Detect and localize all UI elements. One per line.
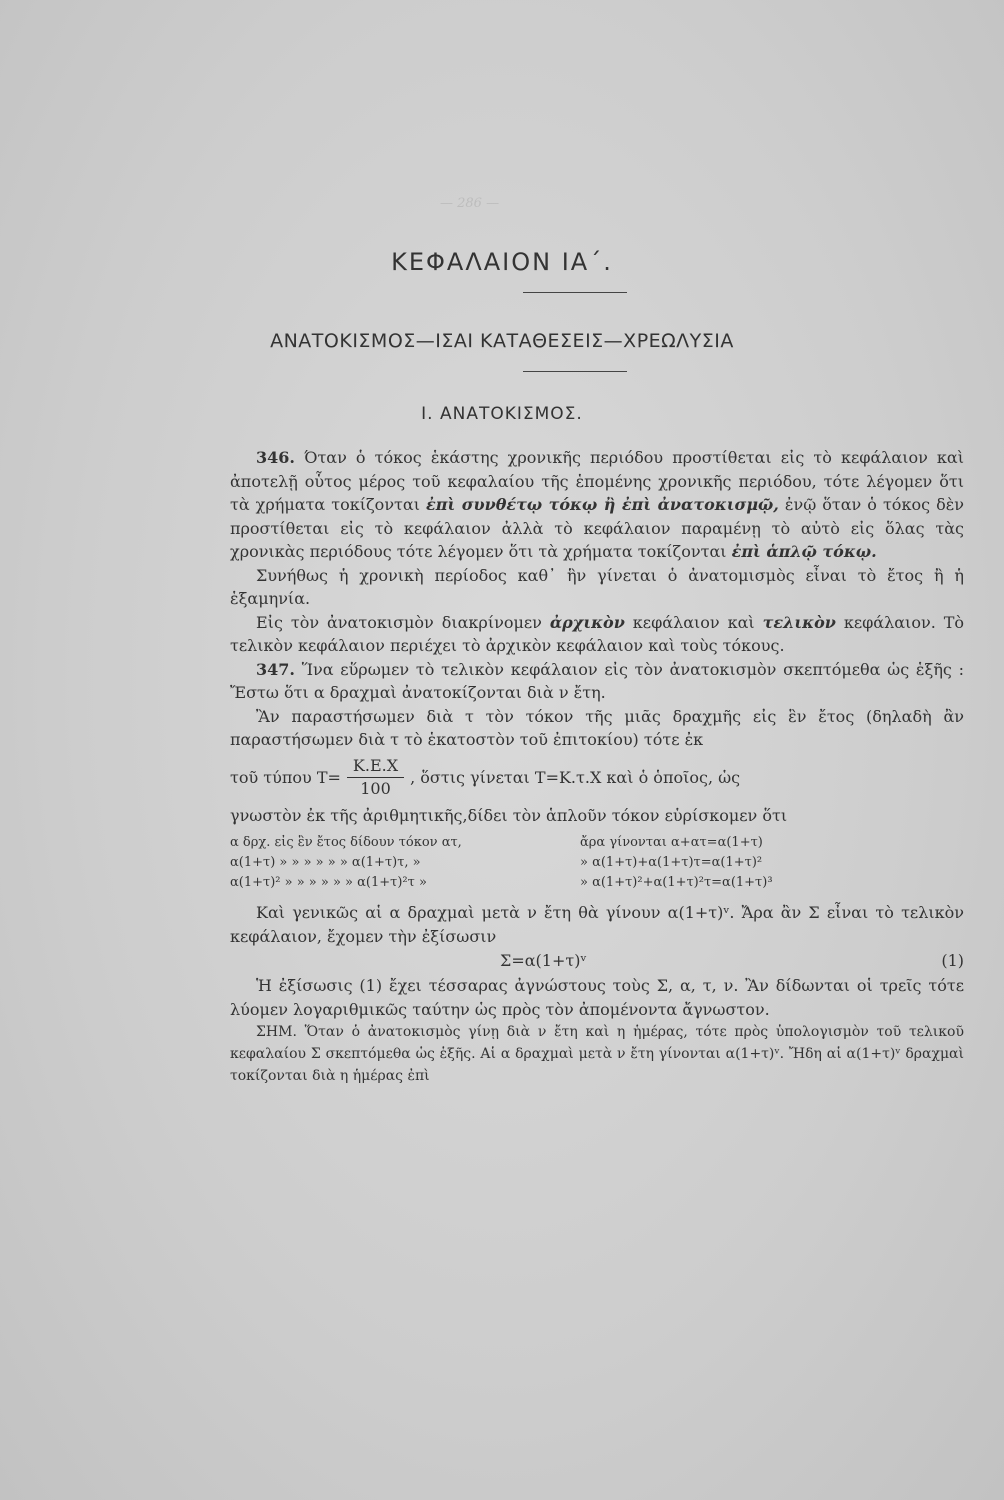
- subsection-title: Ι. ΑΝΑΤΟΚΙΣΜΟΣ.: [421, 404, 583, 424]
- paragraph-text: κεφάλαιον καὶ: [632, 612, 755, 632]
- formula-fraction: [347, 755, 404, 800]
- term-simple-interest: ἐπὶ ἁπλῷ τόκῳ.: [731, 542, 877, 561]
- interest-formula: [230, 754, 964, 802]
- body-text: [230, 446, 964, 1087]
- paragraph-text: κεφάλαιον. Τὸ τελικὸν κεφάλαιον περιέχει τὸ ἀρχικὸν κεφάλαιον καὶ τοὺς τόκους.: [230, 612, 965, 655]
- calculation-left: α(1+τ)² » » » » » » α(1+τ)²τ »: [230, 875, 427, 890]
- calculation-row: [230, 853, 964, 873]
- chapter-divider: [523, 292, 627, 293]
- paragraph-text: Όταν ὁ τόκος ἑκάστης χρονικῆς περιόδου προστίθεται εἰς τὸ κεφάλαιον καὶ ἀποτελῇ οὗτος μέρος τοῦ κεφαλαίου τῆς ἑπομένης χρονικῆς περιόδου, τότε λέγομεν ὅτι τὰ χρήματα τοκίζονται: [230, 448, 964, 514]
- formula-denominator: 100: [360, 779, 391, 798]
- paragraph-represent: Ἂν παραστήσωμεν διὰ τ τὸν τόκον τῆς μιᾶς δραχμῆς εἰς ἓν ἔτος (δηλαδὴ ἂν παραστήσωμεν διὰ τ τὸ ἑκατοστὸν τοῦ ἐπιτοκίου) τότε ἐκ: [230, 706, 964, 749]
- calculation-row: [230, 873, 964, 893]
- equation-label: (1): [941, 951, 964, 971]
- calculation-right: ἄρα γίνονται α+ατ=α(1+τ): [580, 835, 763, 850]
- formula-suffix: , ὅστις γίνεται Τ=Κ.τ.Χ καὶ ὁ ὁποῖος, ὡς: [410, 767, 741, 787]
- paragraph-general: Καὶ γενικῶς αἱ α δραχμαὶ μετὰ ν ἔτη θὰ γίνουν α(1+τ)ᵛ. Ἄρα ἂν Σ εἶναι τὸ τελικὸν κεφάλαιον, ἔχομεν τὴν ἐξίσωσιν: [230, 903, 964, 946]
- paragraph-unknowns: Ἡ ἐξίσωσις (1) ἔχει τέσσαρας ἀγνώστους τοὺς Σ, α, τ, ν. Ἂν δίδωνται οἱ τρεῖς τότε λύομεν λογαριθμικῶς ταύτην ὡς πρὸς τὸν ἀπομένοντα ἄγνωστον.: [230, 976, 964, 1019]
- formula-numerator: Κ.Ε.Χ: [347, 755, 404, 778]
- equation-expression: Σ=α(1+τ)ᵛ: [500, 951, 587, 971]
- calculation-left: α(1+τ) » » » » » » α(1+τ)τ, »: [230, 855, 421, 870]
- section-title: ΑΝΑΤΟΚΙΣΜΟΣ—ΙΣΑΙ ΚΑΤΑΘΕΣΕΙΣ—ΧΡΕΩΛΥΣΙΑ: [270, 330, 734, 352]
- note-paragraph: ΣΗΜ. Ὅταν ὁ ἀνατοκισμὸς γίνῃ διὰ ν ἔτη καὶ η ἡμέρας, τότε πρὸς ὑπολογισμὸν τοῦ τελικοῦ κεφαλαίου Σ σκεπτόμεθα ὡς ἑξῆς. Αἱ α δραχμαὶ μετὰ ν ἔτη γίνονται α(1+τ)ᵛ. Ἤδη αἱ α(1+τ)ᵛ δραχμαὶ τοκίζονται διὰ η ἡμέρας ἐπὶ: [230, 1024, 964, 1084]
- term-compound-interest: ἐπὶ συνθέτῳ τόκῳ ἢ ἐπὶ ἀνατοκισμῷ,: [426, 495, 779, 514]
- paragraph-known: γνωστὸν ἐκ τῆς ἀριθμητικῆς,δίδει τὸν ἁπλοῦν τόκον εὑρίσκομεν ὅτι: [230, 805, 788, 825]
- paragraph-347: [230, 658, 964, 705]
- equation-1: [230, 948, 964, 974]
- paragraph-text: Ἵνα εὕρωμεν τὸ τελικὸν κεφάλαιον εἰς τὸν ἀνατοκισμὸν σκεπτόμεθα ὡς ἑξῆς : Ἔστω ὅτι α δραχμαὶ ἀνατοκίζονται διὰ ν ἔτη.: [230, 659, 965, 702]
- formula-prefix: τοῦ τύπου Τ=: [230, 767, 341, 787]
- term-initial-capital: ἀρχικὸν: [549, 612, 625, 632]
- paragraph-text: ἐνῷ ὅταν ὁ τόκος δὲν προστίθεται εἰς τὸ κεφάλαιον ἀλλὰ τὸ κεφάλαιον παραμένῃ τὸ αὐτὸ εἰς ὅλας τὰς χρονικὰς περιόδους τότε λέγομεν ὅτι τὰ χρήματα τοκίζονται: [230, 495, 965, 561]
- paragraph-number: 346.: [256, 448, 295, 467]
- bleed-through-text: — 286 —: [440, 196, 500, 211]
- term-final-capital: τελικὸν: [762, 612, 836, 632]
- paragraph-text: Εἰς τὸν ἀνατοκισμὸν διακρίνομεν: [256, 612, 542, 632]
- section-divider: [523, 371, 627, 372]
- calculation-right: » α(1+τ)+α(1+τ)τ=α(1+τ)²: [580, 855, 763, 870]
- paragraph-period: Συνήθως ἡ χρονικὴ περίοδος καθ᾽ ἣν γίνεται ὁ ἀνατομισμὸς εἶναι τὸ ἔτος ἢ ἡ ἑξαμηνία.: [230, 565, 964, 608]
- calculation-left: α δρχ. εἰς ἓν ἔτος δίδουν τόκον ατ,: [230, 835, 462, 850]
- calculation-row: [230, 833, 964, 853]
- paragraph-346: [230, 446, 964, 564]
- paragraph-number: 347.: [256, 659, 295, 679]
- paragraph-capital: [230, 611, 964, 658]
- calculation-table: [230, 833, 964, 893]
- calculation-right: » α(1+τ)²+α(1+τ)²τ=α(1+τ)³: [580, 875, 773, 890]
- chapter-title: ΚΕΦΑΛΑΙΟΝ ΙΑ΄.: [391, 248, 613, 276]
